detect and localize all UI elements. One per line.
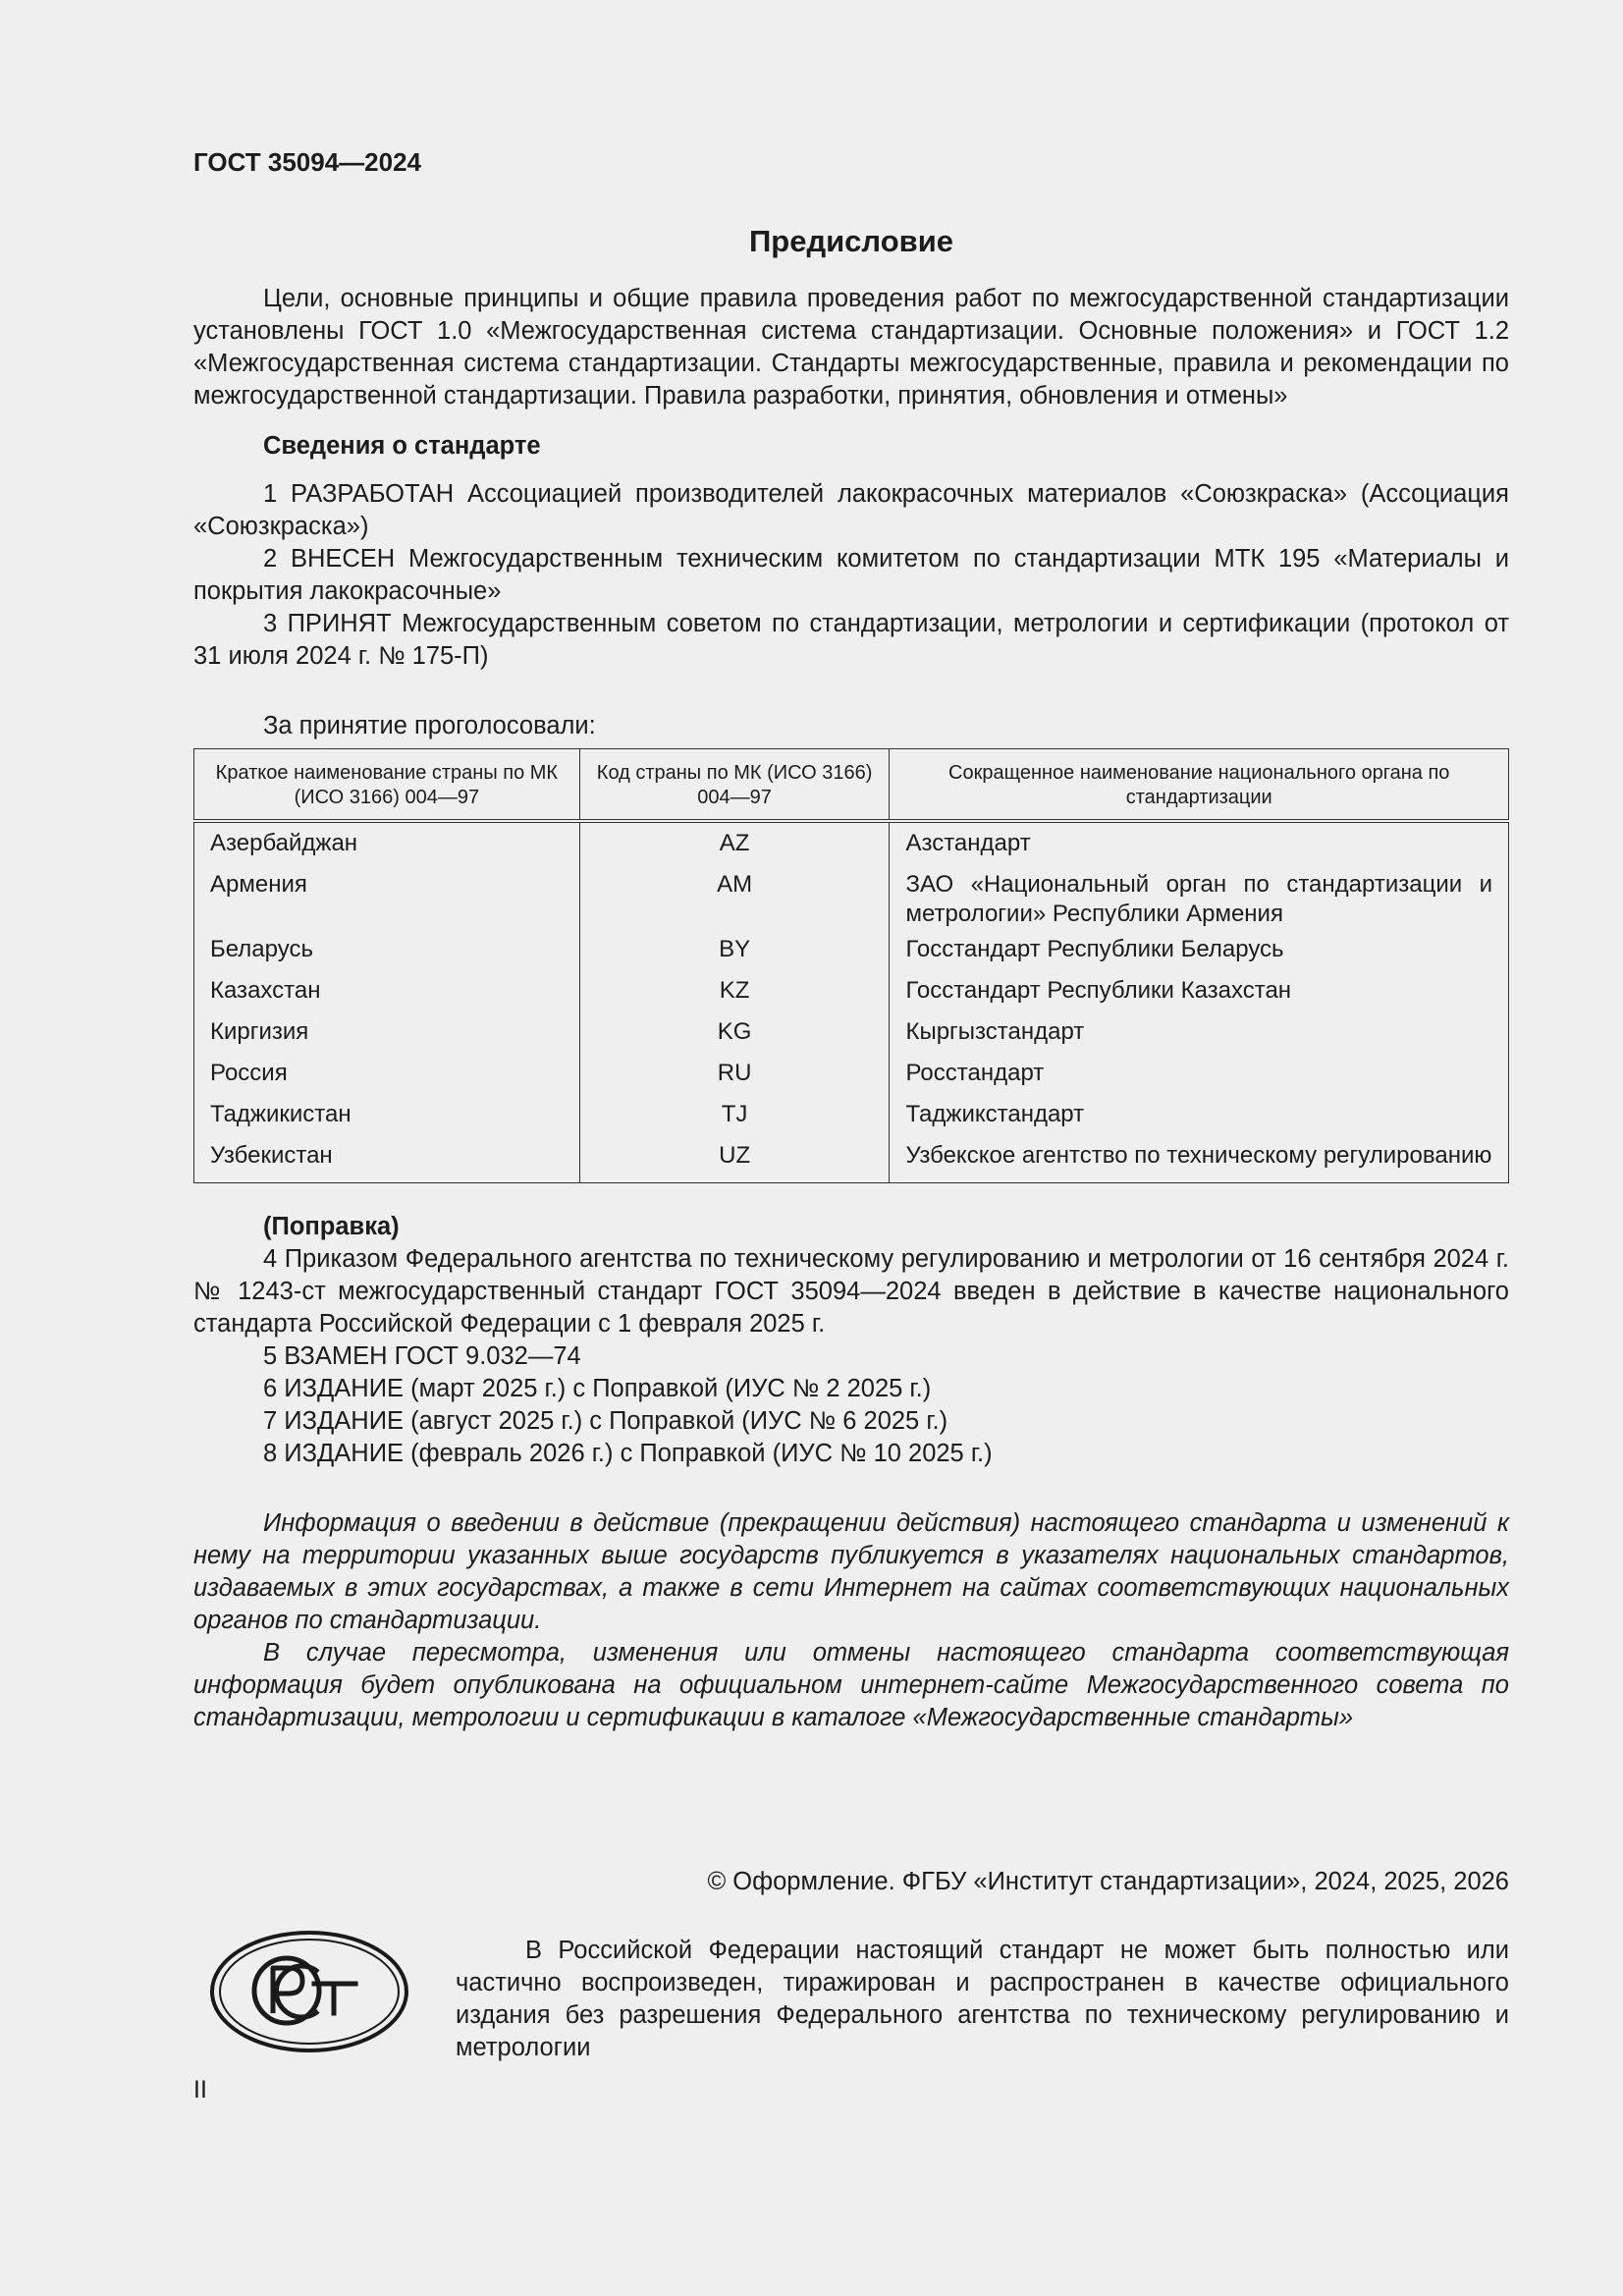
cell-country: Казахстан [194, 973, 580, 1014]
cell-code: AZ [579, 821, 890, 867]
header-country-name: Краткое наименование страны по МК (ИСО 3166) 004—97 [194, 749, 580, 822]
intro-paragraph: Цели, основные принципы и общие правила проведения работ по межгосударственной стандартизации установлены ГОСТ 1.0 «Межгосударственная система стандартизации. Основные положения» и ГОСТ 1.2 «Межгосударственная система стандартизации. Стандарты межгосударственные, правила и рекомендации по межгосударственной стандартизации. Правила разработки, принятия, обновления и отмены» [193, 285, 1509, 410]
info-item-4: 4 Приказом Федерального агентства по техническому регулированию и метрологии от 16 сентября 2024 г. № 1243-ст межгосударственный стандарт ГОСТ 35094—2024 введен в действие в качестве национального стандарта Российской Федерации с 1 февраля 2025 г. [193, 1245, 1509, 1338]
cell-country: Беларусь [194, 932, 580, 973]
table-header-row [194, 749, 1509, 822]
cell-code: KG [579, 1014, 890, 1056]
info-item-2: 2 ВНЕСЕН Межгосударственным техническим комитетом по стандартизации МТК 195 «Материалы и покрытия лакокрасочные» [193, 545, 1509, 605]
cell-code: TJ [579, 1097, 890, 1138]
cell-body: Кыргызстандарт [890, 1014, 1509, 1056]
voting-states-table [193, 748, 1509, 1183]
cell-country: Азербайджан [194, 821, 580, 867]
table-row [194, 867, 1509, 932]
info-item-1: 1 РАЗРАБОТАН Ассоциацией производителей лакокрасочных материалов «Союзкраска» (Ассоциация «Союзкраска») [193, 480, 1509, 540]
cell-country: Таджикистан [194, 1097, 580, 1138]
revision-info-paragraph: В случае пересмотра, изменения или отмены настоящего стандарта соответствующая информация будет опубликована на официальном интернет-сайте Межгосударственного совета по стандартизации, метрологии и сертификации в каталоге «Межгосударственные стандарты» [193, 1639, 1509, 1731]
page-number: II [193, 2076, 207, 2104]
cell-country: Киргизия [194, 1014, 580, 1056]
cell-country: Армения [194, 867, 580, 932]
table-row [194, 1056, 1509, 1097]
table-row [194, 1097, 1509, 1138]
info-item-7: 7 ИЗДАНИЕ (август 2025 г.) с Поправкой (ИУС № 6 2025 г.) [263, 1407, 948, 1435]
header-country-code: Код страны по МК (ИСО 3166) 004—97 [579, 749, 890, 822]
table-row [194, 1014, 1509, 1056]
cell-code: AM [579, 867, 890, 932]
cell-body: ЗАО «Национальный орган по стандартизации и метрологии» Республики Армения [890, 867, 1509, 932]
publication-info-paragraph: Информация о введении в действие (прекращении действия) настоящего стандарта и изменений к нему на территории указанных выше государств публикуется в указателях национальных стандартов, издаваемых в этих государствах, а также в сети Интернет на сайтах соответствующих национальных органов по стандартизации. [193, 1509, 1509, 1634]
info-heading: Сведения о стандарте [263, 432, 541, 460]
table-row [194, 932, 1509, 973]
cell-body: Узбекское агентство по техническому регулированию [890, 1138, 1509, 1183]
info-item-6: 6 ИЗДАНИЕ (март 2025 г.) с Поправкой (ИУС № 2 2025 г.) [263, 1375, 932, 1402]
copyright-line: © Оформление. ФГБУ «Институт стандартизации», 2024, 2025, 2026 [707, 1868, 1509, 1895]
table-row [194, 1138, 1509, 1183]
cell-code: BY [579, 932, 890, 973]
info-item-8: 8 ИЗДАНИЕ (февраль 2026 г.) с Поправкой (ИУС № 10 2025 г.) [263, 1440, 993, 1467]
notice-text: В Российской Федерации настоящий стандарт не может быть полностью или частично воспроизведен, тиражирован и распространен в качестве официального издания без разрешения Федерального агентства по техническому регулированию и метрологии [456, 1937, 1509, 2061]
document-code: ГОСТ 35094—2024 [193, 147, 421, 177]
table-row [194, 821, 1509, 867]
cell-code: UZ [579, 1138, 890, 1183]
page-title: Предисловие [748, 224, 953, 258]
info-item-5: 5 ВЗАМЕН ГОСТ 9.032—74 [263, 1342, 581, 1370]
header-national-body: Сокращенное наименование национального органа по стандартизации [890, 749, 1509, 822]
info-item-3: 3 ПРИНЯТ Межгосударственным советом по стандартизации, метрологии и сертификации (протокол от 31 июля 2024 г. № 175-П) [193, 610, 1509, 670]
cell-body: Азстандарт [890, 821, 1509, 867]
cell-body: Таджикстандарт [890, 1097, 1509, 1138]
cell-country: Узбекистан [194, 1138, 580, 1183]
table-row [194, 973, 1509, 1014]
cell-code: RU [579, 1056, 890, 1097]
reproduction-notice [456, 1935, 1509, 2064]
amendment-label: (Поправка) [263, 1213, 400, 1240]
cell-country: Россия [194, 1056, 580, 1097]
cell-body: Госстандарт Республики Беларусь [890, 932, 1509, 973]
vote-label: За принятие проголосовали: [263, 712, 596, 739]
rst-certification-mark-icon [208, 1929, 410, 2054]
cell-body: Росстандарт [890, 1056, 1509, 1097]
cell-code: KZ [579, 973, 890, 1014]
cell-body: Госстандарт Республики Казахстан [890, 973, 1509, 1014]
foreword-content [193, 222, 1509, 1734]
